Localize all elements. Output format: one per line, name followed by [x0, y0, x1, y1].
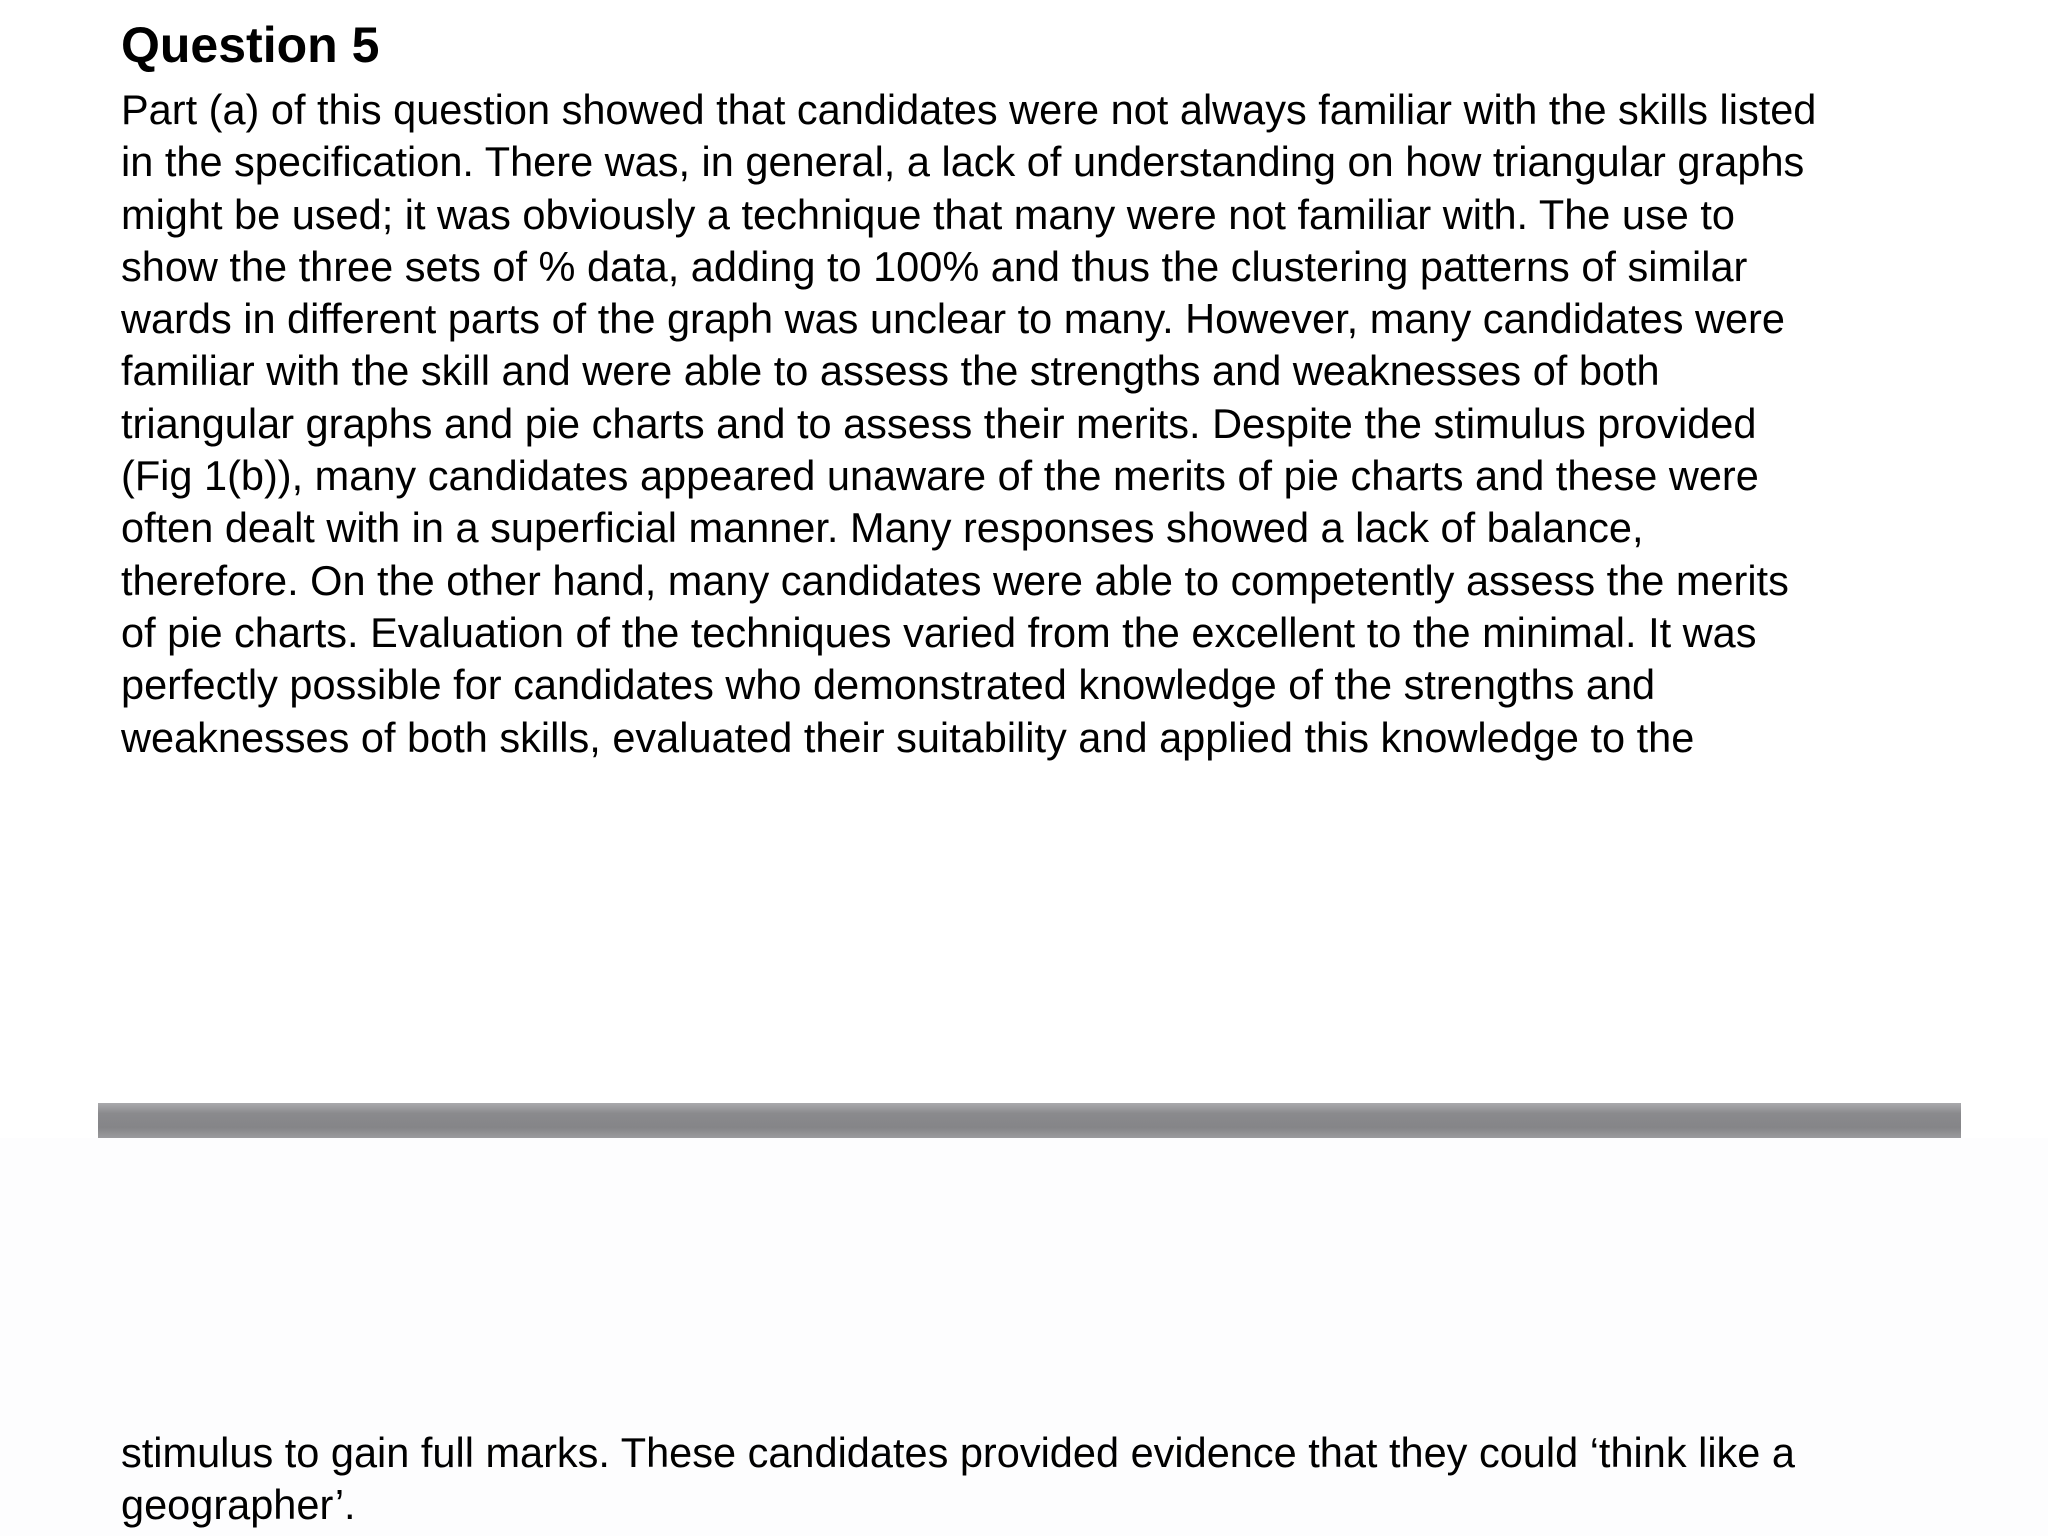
paragraph-body — [121, 84, 2021, 764]
paragraph-line: show the three sets of % data, adding to 100% and thus the clustering patterns of similar — [121, 242, 1748, 290]
paragraph-line: weaknesses of both skills, evaluated their suitability and applied this knowledge to the — [121, 713, 1695, 761]
continuation-body — [121, 1427, 2021, 1532]
paragraph-line: (Fig 1(b)), many candidates appeared unaware of the merits of pie charts and these were — [121, 452, 1759, 500]
paragraph-line: familiar with the skill and were able to assess the strengths and weaknesses of both — [121, 347, 1660, 395]
continuation-line: geographer’. — [121, 1481, 356, 1529]
paragraph-line: often dealt with in a superficial manner. Many responses showed a lack of balance, — [121, 504, 1644, 552]
question-heading: Question 5 — [121, 17, 380, 73]
page-break-bar — [98, 1103, 1961, 1138]
paragraph-line: perfectly possible for candidates who demonstrated knowledge of the strengths and — [121, 661, 1656, 709]
paragraph-line: in the specification. There was, in general, a lack of understanding on how triangular graphs — [121, 138, 1805, 186]
paragraph-line: of pie charts. Evaluation of the techniques varied from the excellent to the minimal. It was — [121, 608, 1757, 656]
paragraph-line: might be used; it was obviously a technique that many were not familiar with. The use to — [121, 190, 1735, 238]
paragraph-line: wards in different parts of the graph was unclear to many. However, many candidates were — [121, 295, 1785, 343]
continuation-line: stimulus to gain full marks. These candidates provided evidence that they could ‘think like a — [121, 1429, 1795, 1476]
paragraph-line: therefore. On the other hand, many candidates were able to competently assess the merits — [121, 556, 1789, 604]
paragraph-line: triangular graphs and pie charts and to assess their merits. Despite the stimulus provided — [121, 399, 1757, 447]
paragraph-line: Part (a) of this question showed that candidates were not always familiar with the skills listed — [121, 86, 1817, 133]
